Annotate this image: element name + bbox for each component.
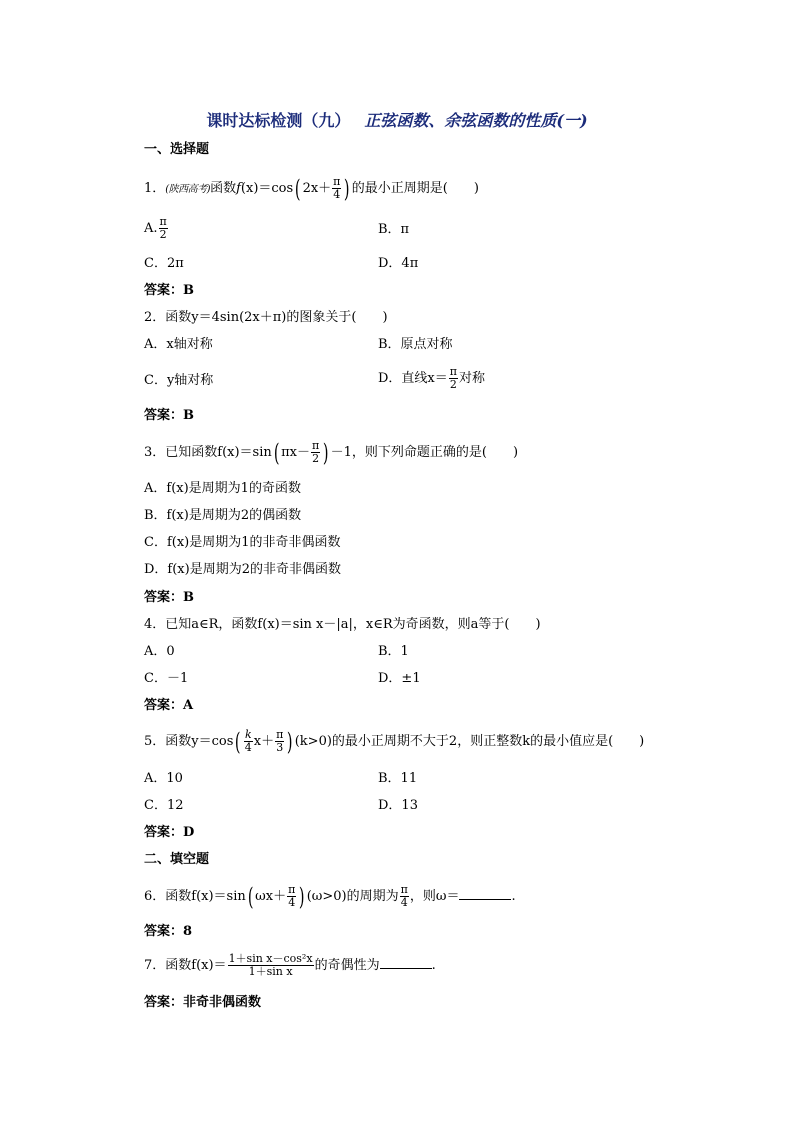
q5-option-d: D．13 bbox=[378, 798, 418, 813]
q5-mid: x＋ bbox=[253, 734, 275, 749]
section-heading-fill: 二、填空题 bbox=[144, 852, 210, 867]
q2-answer: 答案：B bbox=[144, 408, 194, 423]
q1-text-b: (x)＝cos bbox=[240, 181, 294, 196]
question-6-stem bbox=[144, 884, 516, 909]
q2-optD-frac bbox=[449, 366, 458, 391]
q5-option-c: C．12 bbox=[144, 798, 184, 813]
q6-text-a: 6．函数f(x)＝sin bbox=[144, 889, 246, 904]
q5-pi-num: π bbox=[276, 728, 284, 741]
q3-frac bbox=[311, 440, 320, 465]
q3-option-c: C．f(x)是周期为1的非奇非偶函数 bbox=[144, 535, 341, 550]
q5-answer: 答案：D bbox=[144, 825, 195, 840]
q1-number: 1． bbox=[144, 181, 166, 196]
q5-rparen: ) bbox=[287, 727, 293, 756]
q5-pi-frac bbox=[275, 729, 284, 754]
q7-frac-num: 1＋sin x－cos²x bbox=[228, 952, 313, 965]
q6-text-d: . bbox=[511, 889, 516, 904]
q5-option-a: A．10 bbox=[144, 771, 183, 786]
q6-frac-den: 4 bbox=[288, 896, 296, 909]
q1-option-d: D．4π bbox=[378, 256, 419, 271]
q1-fraction bbox=[332, 176, 341, 201]
question-3-stem bbox=[144, 440, 518, 465]
q7-text-b: 的奇偶性为 bbox=[314, 958, 380, 973]
q5-k-num: k bbox=[244, 728, 252, 741]
q2-option-d bbox=[378, 366, 485, 391]
question-2-stem: 2．函数y＝4sin(2x＋π)的图象关于( ) bbox=[144, 310, 388, 325]
q7-frac-den: 1＋sin x bbox=[248, 965, 293, 978]
q3-option-d: D．f(x)是周期为2的非奇非偶函数 bbox=[144, 562, 341, 577]
q1-frac-den: 4 bbox=[333, 188, 341, 201]
q1-optA-label: A. bbox=[144, 221, 158, 236]
title-topic: 正弦函数、余弦函数的性质(一) bbox=[364, 111, 588, 130]
q5-text-b: (k>0)的最小正周期不大于2，则正整数k的最小值应是( ) bbox=[294, 734, 645, 749]
q2-option-a: A．x轴对称 bbox=[144, 337, 213, 352]
q3-frac-den: 2 bbox=[312, 452, 320, 465]
question-7-stem bbox=[144, 953, 436, 978]
q1-inner: 2x＋ bbox=[302, 181, 332, 196]
q1-text-c: 的最小正周期是( ) bbox=[351, 181, 479, 196]
question-1-stem bbox=[144, 176, 479, 201]
q6-lparen: ( bbox=[247, 882, 254, 911]
question-5-stem bbox=[144, 729, 644, 754]
q4-option-a: A．0 bbox=[144, 644, 175, 659]
q3-rparen: ) bbox=[323, 438, 329, 467]
q1-optA-frac bbox=[159, 216, 168, 241]
q5-pi-den: 3 bbox=[276, 741, 284, 754]
q1-source: (陕西高考) bbox=[165, 184, 211, 195]
q2-option-b: B．原点对称 bbox=[378, 337, 453, 352]
q6-frac-num: π bbox=[288, 883, 296, 896]
q3-option-b: B．f(x)是周期为2的偶函数 bbox=[144, 508, 302, 523]
q1-option-a bbox=[144, 216, 169, 241]
q1-f: f bbox=[236, 181, 241, 196]
q5-option-b: B．11 bbox=[378, 771, 418, 786]
q6-per-num: π bbox=[400, 883, 408, 896]
q1-option-c: C．2π bbox=[144, 256, 184, 271]
q6-answer-blank[interactable] bbox=[459, 889, 511, 900]
q1-rparen: ) bbox=[344, 174, 350, 203]
q5-text-a: 5．函数y＝cos bbox=[144, 734, 234, 749]
q2-optD-den: 2 bbox=[449, 378, 457, 391]
q3-answer: 答案：B bbox=[144, 590, 194, 605]
page-title bbox=[0, 108, 794, 131]
q3-text-a: 3．已知函数f(x)＝sin bbox=[144, 445, 272, 460]
q6-per-den: 4 bbox=[400, 896, 408, 909]
q2-optD-num: π bbox=[449, 365, 457, 378]
q7-text-a: 7．函数f(x)＝ bbox=[144, 958, 227, 973]
q4-answer: 答案：A bbox=[144, 698, 194, 713]
q2-optD-text-b: 对称 bbox=[459, 371, 486, 386]
q3-text-b: －1，则下列命题正确的是( ) bbox=[330, 445, 519, 460]
q1-option-b: B．π bbox=[378, 222, 410, 237]
q7-answer-blank[interactable] bbox=[380, 958, 432, 969]
q4-option-c: C．－1 bbox=[144, 671, 189, 686]
q2-optD-text-a: D．直线x＝ bbox=[378, 371, 448, 386]
q4-option-d: D．±1 bbox=[378, 671, 421, 686]
q6-answer: 答案：8 bbox=[144, 924, 193, 939]
q3-lparen: ( bbox=[273, 438, 280, 467]
q3-option-a: A．f(x)是周期为1的奇函数 bbox=[144, 481, 301, 496]
q1-text-a: 函数 bbox=[210, 181, 237, 196]
q2-option-c: C．y轴对称 bbox=[144, 373, 214, 388]
q5-k-frac bbox=[244, 729, 253, 754]
q6-text-c: ，则ω＝ bbox=[409, 889, 460, 904]
q3-inner: πx－ bbox=[281, 445, 311, 460]
q1-lparen: ( bbox=[295, 174, 301, 203]
question-4-stem: 4．已知a∈R，函数f(x)＝sin x－|a|，x∈R为奇函数，则a等于( ) bbox=[144, 617, 541, 632]
title-main: 课时达标检测（九） bbox=[206, 111, 351, 130]
q6-rparen: ) bbox=[299, 882, 305, 911]
q7-text-c: . bbox=[431, 958, 436, 973]
q6-frac bbox=[287, 884, 296, 909]
q6-text-b: (ω>0)的周期为 bbox=[306, 889, 399, 904]
q1-frac-num: π bbox=[333, 175, 341, 188]
q1-answer: 答案：B bbox=[144, 283, 194, 298]
q6-inner: ωx＋ bbox=[255, 889, 287, 904]
q1-optA-num: π bbox=[159, 215, 167, 228]
q6-period-frac bbox=[400, 884, 409, 909]
q4-option-b: B．1 bbox=[378, 644, 409, 659]
q5-k-den: 4 bbox=[244, 741, 252, 754]
section-heading-choice: 一、选择题 bbox=[144, 142, 210, 157]
q3-frac-num: π bbox=[312, 439, 320, 452]
q1-optA-den: 2 bbox=[159, 228, 167, 241]
q7-frac bbox=[228, 953, 314, 978]
q7-answer: 答案：非奇非偶函数 bbox=[144, 995, 262, 1010]
q5-lparen: ( bbox=[235, 727, 241, 756]
